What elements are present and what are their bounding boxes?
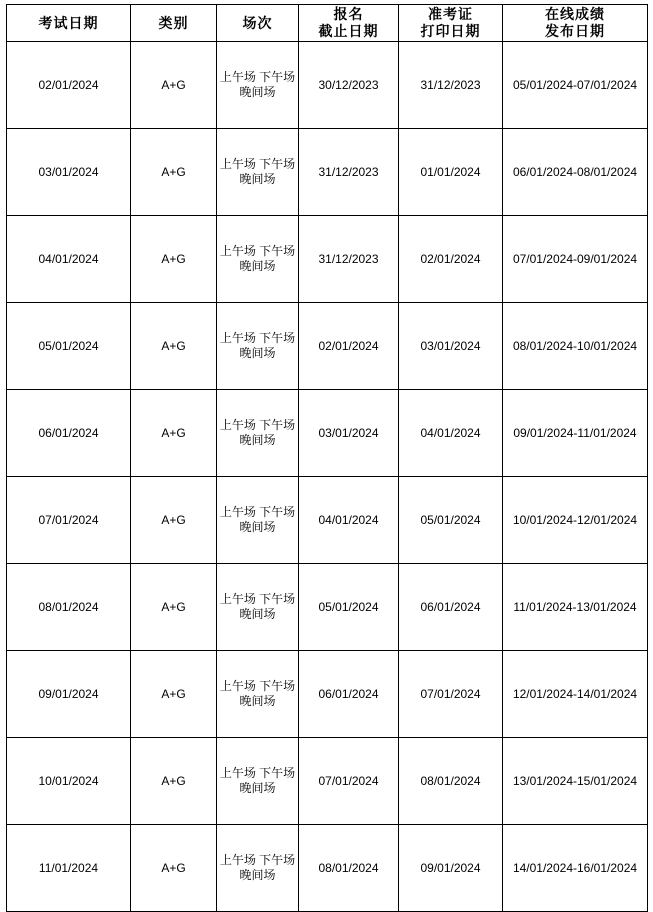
cell-exam-date: 05/01/2024 [7, 303, 131, 390]
header-registration-deadline-line1: 报名 [333, 6, 364, 22]
header-exam-date-label: 考试日期 [38, 14, 99, 31]
cell-print-date: 02/01/2024 [399, 216, 503, 303]
table-row [7, 738, 648, 825]
header-session-label: 场次 [242, 14, 273, 31]
cell-print-date: 31/12/2023 [399, 42, 503, 129]
cell-exam-date: 11/01/2024 [7, 825, 131, 912]
cell-result-date: 10/01/2024-12/01/2024 [503, 477, 648, 564]
header-exam-date [7, 5, 131, 42]
table-row [7, 564, 648, 651]
cell-session: 上午场 下午场 晚间场 [217, 477, 299, 564]
header-result-date-line1: 在线成绩 [545, 6, 605, 22]
cell-session: 上午场 下午场 晚间场 [217, 42, 299, 129]
header-row [7, 5, 648, 42]
cell-result-date: 13/01/2024-15/01/2024 [503, 738, 648, 825]
cell-result-date: 08/01/2024-10/01/2024 [503, 303, 648, 390]
cell-registration-deadline: 06/01/2024 [299, 651, 399, 738]
table-row [7, 216, 648, 303]
header-result-date-line2: 发布日期 [545, 23, 605, 39]
cell-category: A+G [131, 564, 217, 651]
cell-session: 上午场 下午场 晚间场 [217, 390, 299, 477]
table-row [7, 477, 648, 564]
cell-exam-date: 07/01/2024 [7, 477, 131, 564]
cell-category: A+G [131, 477, 217, 564]
header-session [217, 5, 299, 42]
cell-result-date: 12/01/2024-14/01/2024 [503, 651, 648, 738]
cell-category: A+G [131, 651, 217, 738]
cell-print-date: 09/01/2024 [399, 825, 503, 912]
cell-print-date: 06/01/2024 [399, 564, 503, 651]
cell-print-date: 01/01/2024 [399, 129, 503, 216]
cell-category: A+G [131, 825, 217, 912]
cell-session: 上午场 下午场 晚间场 [217, 651, 299, 738]
cell-category: A+G [131, 303, 217, 390]
cell-registration-deadline: 05/01/2024 [299, 564, 399, 651]
cell-exam-date: 09/01/2024 [7, 651, 131, 738]
cell-result-date: 14/01/2024-16/01/2024 [503, 825, 648, 912]
cell-category: A+G [131, 216, 217, 303]
exam-schedule-table [6, 4, 648, 912]
header-registration-deadline-line2: 截止日期 [318, 23, 379, 39]
header-category-label: 类别 [158, 14, 189, 31]
cell-result-date: 11/01/2024-13/01/2024 [503, 564, 648, 651]
cell-result-date: 09/01/2024-11/01/2024 [503, 390, 648, 477]
cell-exam-date: 04/01/2024 [7, 216, 131, 303]
table-row [7, 651, 648, 738]
cell-registration-deadline: 04/01/2024 [299, 477, 399, 564]
header-result-date [503, 5, 648, 42]
cell-registration-deadline: 02/01/2024 [299, 303, 399, 390]
table-row [7, 390, 648, 477]
cell-result-date: 06/01/2024-08/01/2024 [503, 129, 648, 216]
table-row [7, 129, 648, 216]
table-row [7, 303, 648, 390]
cell-registration-deadline: 07/01/2024 [299, 738, 399, 825]
cell-exam-date: 02/01/2024 [7, 42, 131, 129]
cell-session: 上午场 下午场 晚间场 [217, 216, 299, 303]
header-print-date-line2: 打印日期 [420, 23, 481, 39]
cell-session: 上午场 下午场 晚间场 [217, 564, 299, 651]
cell-print-date: 08/01/2024 [399, 738, 503, 825]
cell-category: A+G [131, 390, 217, 477]
cell-result-date: 07/01/2024-09/01/2024 [503, 216, 648, 303]
cell-registration-deadline: 31/12/2023 [299, 129, 399, 216]
cell-exam-date: 03/01/2024 [7, 129, 131, 216]
table-row [7, 825, 648, 912]
cell-result-date: 05/01/2024-07/01/2024 [503, 42, 648, 129]
table-body [7, 42, 648, 912]
header-print-date-line1: 准考证 [428, 6, 473, 22]
header-registration-deadline [299, 5, 399, 42]
table-header [7, 5, 648, 42]
cell-exam-date: 10/01/2024 [7, 738, 131, 825]
cell-exam-date: 06/01/2024 [7, 390, 131, 477]
cell-exam-date: 08/01/2024 [7, 564, 131, 651]
cell-session: 上午场 下午场 晚间场 [217, 303, 299, 390]
cell-category: A+G [131, 129, 217, 216]
header-category [131, 5, 217, 42]
header-print-date [399, 5, 503, 42]
cell-print-date: 07/01/2024 [399, 651, 503, 738]
cell-session: 上午场 下午场 晚间场 [217, 129, 299, 216]
cell-print-date: 05/01/2024 [399, 477, 503, 564]
cell-registration-deadline: 31/12/2023 [299, 216, 399, 303]
table-row [7, 42, 648, 129]
cell-print-date: 04/01/2024 [399, 390, 503, 477]
cell-registration-deadline: 08/01/2024 [299, 825, 399, 912]
cell-session: 上午场 下午场 晚间场 [217, 825, 299, 912]
cell-session: 上午场 下午场 晚间场 [217, 738, 299, 825]
cell-category: A+G [131, 738, 217, 825]
cell-registration-deadline: 03/01/2024 [299, 390, 399, 477]
cell-registration-deadline: 30/12/2023 [299, 42, 399, 129]
cell-print-date: 03/01/2024 [399, 303, 503, 390]
cell-category: A+G [131, 42, 217, 129]
